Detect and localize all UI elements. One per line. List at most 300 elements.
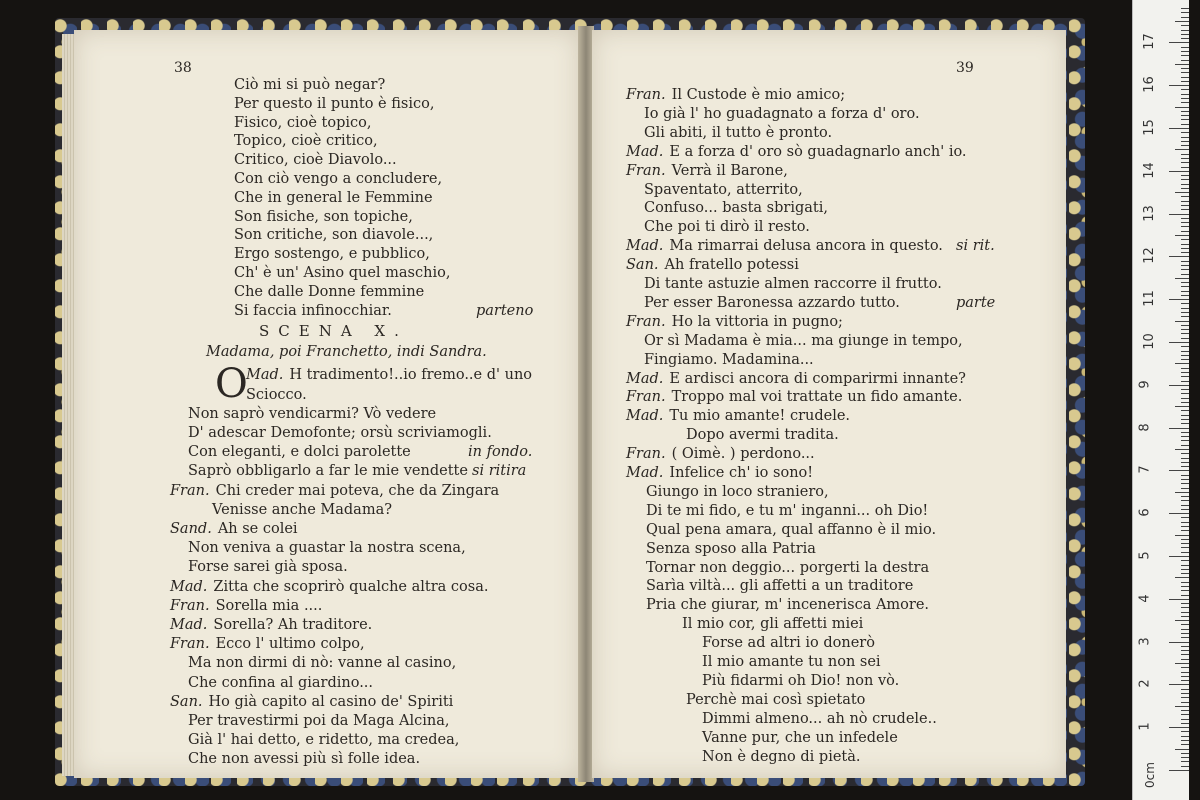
ruler-minor-tick bbox=[1181, 274, 1189, 275]
ruler-number: 17 bbox=[1141, 33, 1157, 51]
ruler-minor-tick bbox=[1181, 603, 1189, 604]
ruler-minor-tick bbox=[1181, 141, 1189, 142]
verse-text: Più fidarmi oh Dio! non vò. bbox=[702, 672, 900, 689]
verse-text: Sorella mia .... bbox=[215, 597, 323, 614]
ruler-minor-tick bbox=[1175, 149, 1189, 150]
verse-line bbox=[626, 237, 943, 255]
ruler-minor-tick bbox=[1181, 269, 1189, 270]
verse-line bbox=[646, 483, 829, 501]
verse-line bbox=[188, 443, 411, 461]
verse-line bbox=[234, 76, 385, 94]
verse-text: Ciò mi si può negar? bbox=[234, 77, 386, 93]
verse-text: Per esser Baronessa azzardo tutto. bbox=[644, 294, 900, 311]
verse-text: Zitta che scoprirò qualche altra cosa. bbox=[213, 578, 489, 595]
ruler-minor-tick bbox=[1181, 693, 1189, 694]
ruler-minor-tick bbox=[1175, 535, 1189, 536]
ruler-minor-tick bbox=[1181, 526, 1189, 527]
ruler-minor-tick bbox=[1181, 145, 1189, 146]
verse-text: H tradimento!..io fremo..e d' uno bbox=[289, 367, 533, 384]
ruler-minor-tick bbox=[1181, 389, 1189, 390]
ruler-number: 11 bbox=[1141, 290, 1157, 307]
verse-text: Dopo avermi tradita. bbox=[686, 427, 839, 444]
verse-line bbox=[646, 559, 929, 577]
ruler-tick bbox=[1169, 171, 1189, 172]
ruler-minor-tick bbox=[1175, 363, 1189, 364]
verse-line bbox=[170, 635, 365, 653]
ruler-minor-tick bbox=[1181, 573, 1189, 574]
ruler-minor-tick bbox=[1181, 124, 1189, 125]
verse-text: Ho la vittoria in pugno; bbox=[671, 313, 843, 330]
ruler-minor-tick bbox=[1181, 94, 1189, 95]
ruler-minor-tick bbox=[1181, 295, 1189, 296]
ruler-minor-tick bbox=[1181, 201, 1189, 202]
verse-text: Ah fratello potessi bbox=[664, 257, 799, 274]
ruler-minor-tick bbox=[1175, 107, 1189, 108]
verse-line bbox=[234, 189, 433, 207]
scene-title: SCENA X. bbox=[259, 322, 408, 341]
ruler-minor-tick bbox=[1181, 308, 1189, 309]
verse-line bbox=[644, 199, 828, 217]
ruler-minor-tick bbox=[1181, 303, 1189, 304]
verse-line bbox=[170, 597, 322, 615]
verse-line bbox=[188, 405, 436, 423]
ruler-number: 13 bbox=[1141, 204, 1157, 222]
verse-text: Fisico, cioè topico, bbox=[234, 114, 372, 131]
verse-line bbox=[644, 351, 814, 369]
ruler-minor-tick bbox=[1175, 235, 1189, 236]
ruler-minor-tick bbox=[1181, 453, 1189, 454]
verse-text: Gli abiti, il tutto è pronto. bbox=[644, 124, 833, 141]
verse-line bbox=[646, 540, 816, 558]
ruler-minor-tick bbox=[1181, 329, 1189, 330]
verse-text: Senza sposo alla Patria bbox=[646, 540, 816, 557]
stage-direction: in fondo. bbox=[468, 444, 533, 461]
ruler-minor-tick bbox=[1181, 659, 1189, 660]
verse-text: Che dalle Donne femmine bbox=[234, 283, 425, 300]
ruler-tick bbox=[1169, 684, 1189, 685]
ruler-tick bbox=[1169, 513, 1189, 514]
ruler-minor-tick bbox=[1181, 205, 1189, 206]
verse-line bbox=[626, 143, 967, 161]
ruler-minor-tick bbox=[1181, 188, 1189, 189]
verse-line bbox=[626, 370, 966, 388]
speaker-name: Fran. bbox=[626, 87, 666, 103]
verse-text: ( Oimè. ) perdono... bbox=[671, 446, 815, 463]
ruler-minor-tick bbox=[1181, 239, 1189, 240]
verse-text: E a forza d' oro sò guadagnarlo anch' io. bbox=[669, 143, 967, 160]
verse-text: Di te mi fido, e tu m' inganni... oh Dio! bbox=[646, 502, 929, 519]
verse-text: Ma rimarrai delusa ancora in questo. bbox=[669, 238, 943, 255]
verse-text: Tu mio amante! crudele. bbox=[669, 408, 851, 425]
verse-text: Con eleganti, e dolci parolette bbox=[188, 444, 411, 461]
verse-text: Or sì Madama è mia... ma giunge in tempo, bbox=[644, 332, 963, 349]
ruler-minor-tick bbox=[1181, 137, 1189, 138]
verse-text: Ho già capito al casino de' Spiriti bbox=[208, 693, 454, 710]
verse-line bbox=[646, 577, 913, 595]
verse-text: Ecco l' ultimo colpo, bbox=[215, 636, 365, 653]
stage-direction: si ritira bbox=[472, 463, 527, 480]
verse-line bbox=[234, 95, 434, 113]
ruler-tick bbox=[1169, 385, 1189, 386]
ruler-minor-tick bbox=[1181, 445, 1189, 446]
ruler-minor-tick bbox=[1181, 466, 1189, 467]
verse-line bbox=[234, 132, 378, 150]
verse-text: Venisse anche Madama? bbox=[212, 501, 392, 518]
ruler-tick bbox=[1169, 42, 1189, 43]
ruler-minor-tick bbox=[1181, 333, 1189, 334]
ruler-minor-tick bbox=[1181, 719, 1189, 720]
speaker-name: Mad. bbox=[626, 408, 664, 425]
verse-text: Critico, cioè Diavolo... bbox=[234, 152, 397, 169]
ruler-tick bbox=[1169, 342, 1189, 343]
ruler-minor-tick bbox=[1175, 21, 1189, 22]
verse-line bbox=[702, 748, 861, 766]
verse-text: Qual pena amara, qual affanno è il mio. bbox=[646, 521, 937, 538]
ruler-minor-tick bbox=[1181, 8, 1189, 9]
verse-line bbox=[234, 283, 424, 301]
verse-line bbox=[702, 710, 937, 728]
ruler-minor-tick bbox=[1181, 757, 1189, 758]
ruler-minor-tick bbox=[1181, 612, 1189, 613]
ruler-minor-tick bbox=[1181, 115, 1189, 116]
ruler-minor-tick bbox=[1175, 620, 1189, 621]
ruler-minor-tick bbox=[1181, 744, 1189, 745]
verse-text: Il Custode è mio amico; bbox=[671, 87, 846, 103]
verse-text: Verrà il Barone, bbox=[671, 162, 788, 179]
ruler-number: 5 bbox=[1137, 551, 1153, 560]
stage-direction: parte bbox=[956, 294, 996, 311]
ruler-minor-tick bbox=[1181, 569, 1189, 570]
ruler-minor-tick bbox=[1181, 689, 1189, 690]
verse-line bbox=[644, 124, 832, 142]
ruler-minor-tick bbox=[1175, 278, 1189, 279]
left-page bbox=[74, 30, 580, 778]
ruler-minor-tick bbox=[1181, 102, 1189, 103]
ruler-minor-tick bbox=[1181, 89, 1189, 90]
ruler-number: 15 bbox=[1141, 119, 1157, 136]
verse-text: Che poi ti dirò il resto. bbox=[644, 219, 810, 236]
speaker-name: Fran. bbox=[626, 162, 666, 179]
ruler-minor-tick bbox=[1181, 60, 1189, 61]
ruler-minor-tick bbox=[1181, 710, 1189, 711]
ruler-minor-tick bbox=[1181, 12, 1189, 13]
ruler-minor-tick bbox=[1181, 209, 1189, 210]
verse-line bbox=[702, 634, 875, 652]
ruler-minor-tick bbox=[1181, 291, 1189, 292]
ruler-minor-tick bbox=[1181, 55, 1189, 56]
verse-text: E ardisci ancora di comparirmi innante? bbox=[669, 370, 966, 387]
verse-line bbox=[234, 245, 430, 263]
ruler-minor-tick bbox=[1181, 154, 1189, 155]
ruler-minor-tick bbox=[1181, 560, 1189, 561]
ruler-minor-tick bbox=[1181, 312, 1189, 313]
ruler-minor-tick bbox=[1181, 111, 1189, 112]
ruler-minor-tick bbox=[1181, 637, 1189, 638]
ruler-number: 10 bbox=[1141, 333, 1157, 350]
verse-line bbox=[234, 264, 450, 282]
verse-text: Pria che giurar, m' incenerisca Amore. bbox=[646, 597, 930, 614]
ruler-minor-tick bbox=[1181, 265, 1189, 266]
ruler-minor-tick bbox=[1181, 680, 1189, 681]
ruler-minor-tick bbox=[1181, 723, 1189, 724]
ruler-minor-tick bbox=[1181, 565, 1189, 566]
ruler-minor-tick bbox=[1181, 654, 1189, 655]
ruler-minor-tick bbox=[1181, 68, 1189, 69]
ruler-tick bbox=[1169, 299, 1189, 300]
ruler-minor-tick bbox=[1181, 282, 1189, 283]
ruler-minor-tick bbox=[1181, 761, 1189, 762]
ruler-minor-tick bbox=[1181, 338, 1189, 339]
ruler-minor-tick bbox=[1181, 646, 1189, 647]
ruler-minor-tick bbox=[1181, 766, 1189, 767]
ruler-minor-tick bbox=[1181, 398, 1189, 399]
ruler-minor-tick bbox=[1181, 500, 1189, 501]
speaker-name: San. bbox=[170, 693, 203, 710]
ruler-minor-tick bbox=[1181, 162, 1189, 163]
ruler-minor-tick bbox=[1181, 351, 1189, 352]
verse-text: D' adescar Demofonte; orsù scriviamogli. bbox=[188, 425, 492, 441]
verse-line bbox=[626, 464, 813, 482]
ruler-minor-tick bbox=[1181, 543, 1189, 544]
ruler-minor-tick bbox=[1181, 432, 1189, 433]
verse-line bbox=[702, 653, 881, 671]
ruler-minor-tick bbox=[1181, 372, 1189, 373]
ruler-minor-tick bbox=[1181, 98, 1189, 99]
verse-text: Dimmi almeno... ah nò crudele.. bbox=[702, 710, 937, 727]
verse-line bbox=[682, 615, 863, 633]
ruler-minor-tick bbox=[1181, 607, 1189, 608]
ruler-minor-tick bbox=[1181, 479, 1189, 480]
verse-line bbox=[646, 502, 928, 520]
ruler-minor-tick bbox=[1181, 496, 1189, 497]
verse-line bbox=[188, 424, 492, 442]
ruler-minor-tick bbox=[1181, 25, 1189, 26]
ruler-minor-tick bbox=[1181, 359, 1189, 360]
verse-text: Per travestirmi poi da Maga Alcina, bbox=[188, 713, 450, 729]
ruler-minor-tick bbox=[1181, 226, 1189, 227]
verse-text: Già l' hai detto, e ridetto, ma credea, bbox=[188, 732, 460, 749]
speaker-name: Mad. bbox=[626, 143, 664, 160]
verse-text: Ah se colei bbox=[217, 521, 298, 537]
ruler-tick bbox=[1169, 85, 1189, 86]
ruler-tick bbox=[1169, 727, 1189, 728]
ruler-tick bbox=[1169, 642, 1189, 643]
ruler-minor-tick bbox=[1181, 714, 1189, 715]
ruler-minor-tick bbox=[1181, 196, 1189, 197]
verse-text: Per questo il punto è fisico, bbox=[234, 95, 435, 112]
verse-text: Con ciò vengo a concludere, bbox=[234, 171, 443, 187]
ruler-minor-tick bbox=[1175, 492, 1189, 493]
speaker-name: Fran. bbox=[170, 597, 210, 614]
ruler-unit-label: 0cm bbox=[1142, 762, 1157, 788]
verse-text: Topico, cioè critico, bbox=[234, 133, 378, 150]
ruler-minor-tick bbox=[1181, 672, 1189, 673]
speaker-name: Mad. bbox=[626, 465, 664, 481]
ruler-number: 6 bbox=[1137, 508, 1153, 517]
ruler-minor-tick bbox=[1181, 509, 1189, 510]
verse-line bbox=[188, 674, 373, 692]
verse-text: Troppo mal voi trattate un fido amante. bbox=[671, 389, 963, 406]
stage-direction: parteno bbox=[476, 302, 534, 319]
measuring-ruler bbox=[1132, 0, 1189, 800]
verse-line bbox=[646, 596, 929, 614]
verse-line bbox=[170, 520, 298, 538]
ruler-minor-tick bbox=[1181, 488, 1189, 489]
ruler-minor-tick bbox=[1181, 462, 1189, 463]
ruler-minor-tick bbox=[1181, 586, 1189, 587]
ruler-minor-tick bbox=[1181, 415, 1189, 416]
verse-line bbox=[234, 170, 442, 188]
verse-line bbox=[644, 218, 810, 236]
ruler-minor-tick bbox=[1181, 731, 1189, 732]
ruler-tick bbox=[1169, 214, 1189, 215]
ruler-tick bbox=[1169, 428, 1189, 429]
ruler-tick bbox=[1169, 470, 1189, 471]
verse-line bbox=[212, 501, 392, 519]
verse-line bbox=[644, 332, 963, 350]
ruler-minor-tick bbox=[1181, 355, 1189, 356]
verse-text: Ergo sostengo, e pubblico, bbox=[234, 246, 430, 263]
ruler-minor-tick bbox=[1181, 702, 1189, 703]
ruler-minor-tick bbox=[1181, 316, 1189, 317]
ruler-minor-tick bbox=[1181, 697, 1189, 698]
ruler-tick bbox=[1169, 556, 1189, 557]
verse-line bbox=[234, 208, 413, 226]
verse-line bbox=[188, 539, 466, 557]
verse-line bbox=[626, 86, 845, 104]
verse-line bbox=[626, 313, 843, 331]
ruler-minor-tick bbox=[1181, 376, 1189, 377]
ruler-minor-tick bbox=[1181, 393, 1189, 394]
ruler-minor-tick bbox=[1181, 436, 1189, 437]
ruler-minor-tick bbox=[1181, 740, 1189, 741]
verse-line bbox=[234, 302, 392, 320]
ruler-minor-tick bbox=[1181, 736, 1189, 737]
verse-text: Tornar non deggio... porgerti la destra bbox=[646, 559, 930, 576]
ruler-minor-tick bbox=[1181, 419, 1189, 420]
verse-text: Non è degno di pietà. bbox=[702, 748, 861, 765]
ruler-tick bbox=[1169, 599, 1189, 600]
verse-text: Saprò obbligarlo a far le mie vendette bbox=[188, 463, 468, 480]
ruler-minor-tick bbox=[1181, 368, 1189, 369]
ruler-minor-tick bbox=[1175, 406, 1189, 407]
verse-line bbox=[234, 226, 433, 244]
ruler-minor-tick bbox=[1181, 547, 1189, 548]
verse-text: Forse sarei già sposa. bbox=[188, 559, 348, 576]
ruler-minor-tick bbox=[1181, 47, 1189, 48]
verse-line bbox=[626, 256, 799, 274]
ruler-minor-tick bbox=[1181, 458, 1189, 459]
ruler-minor-tick bbox=[1181, 522, 1189, 523]
verse-text: Ma non dirmi di nò: vanne al casino, bbox=[188, 655, 457, 672]
ruler-minor-tick bbox=[1181, 676, 1189, 677]
ruler-minor-tick bbox=[1181, 244, 1189, 245]
verse-line bbox=[702, 672, 899, 690]
ruler-minor-tick bbox=[1181, 475, 1189, 476]
verse-text: Di tante astuzie almen raccorre il frutto. bbox=[644, 276, 942, 292]
ruler-minor-tick bbox=[1181, 119, 1189, 120]
verse-line bbox=[686, 691, 865, 709]
right-page bbox=[592, 30, 1066, 778]
ruler-minor-tick bbox=[1181, 423, 1189, 424]
verse-text: Infelice ch' io sono! bbox=[669, 465, 814, 481]
ruler-number: 3 bbox=[1137, 636, 1153, 646]
ruler-minor-tick bbox=[1181, 650, 1189, 651]
ruler-minor-tick bbox=[1181, 624, 1189, 625]
verse-line bbox=[188, 558, 348, 576]
ruler-number: 8 bbox=[1137, 422, 1153, 432]
ruler-minor-tick bbox=[1181, 582, 1189, 583]
verse-text: Forse ad altri io donerò bbox=[702, 635, 875, 652]
speaker-name: Fran. bbox=[626, 313, 666, 330]
ruler-minor-tick bbox=[1175, 321, 1189, 322]
ruler-minor-tick bbox=[1181, 179, 1189, 180]
verse-line bbox=[234, 114, 371, 132]
page-number: 38 bbox=[174, 60, 192, 76]
verse-line bbox=[188, 654, 456, 672]
verse-text: Ch' è un' Asino quel maschio, bbox=[234, 265, 451, 281]
ruler-minor-tick bbox=[1181, 222, 1189, 223]
speaker-name: Mad. bbox=[246, 367, 284, 384]
verse-text: Vanne pur, che un infedele bbox=[702, 729, 898, 746]
ruler-minor-tick bbox=[1181, 248, 1189, 249]
speaker-name: San. bbox=[626, 257, 659, 274]
ruler-number: 16 bbox=[1141, 76, 1157, 93]
verse-line bbox=[188, 750, 420, 768]
ruler-number: 7 bbox=[1137, 465, 1153, 475]
ruler-minor-tick bbox=[1181, 184, 1189, 185]
ruler-minor-tick bbox=[1175, 192, 1189, 193]
verse-line bbox=[626, 445, 815, 463]
speaker-name: Mad. bbox=[626, 238, 664, 255]
verse-text: Sarìa viltà... gli affetti a un traditore bbox=[646, 578, 914, 595]
ruler-minor-tick bbox=[1181, 539, 1189, 540]
speaker-name: Fran. bbox=[170, 482, 210, 499]
drop-cap: O bbox=[215, 361, 248, 408]
ruler-minor-tick bbox=[1175, 577, 1189, 578]
ruler-minor-tick bbox=[1181, 402, 1189, 403]
ruler-number: 9 bbox=[1137, 380, 1153, 389]
ruler-minor-tick bbox=[1181, 167, 1189, 168]
speaker-name: Mad. bbox=[626, 370, 664, 387]
speaker-name: Fran. bbox=[170, 636, 210, 653]
verse-line bbox=[644, 275, 942, 293]
ruler-tick bbox=[1169, 256, 1189, 257]
ruler-minor-tick bbox=[1181, 158, 1189, 159]
ruler-minor-tick bbox=[1181, 51, 1189, 52]
verse-text: Spaventato, atterrito, bbox=[644, 181, 803, 198]
verse-text: Che non avessi più sì folle idea. bbox=[188, 751, 421, 768]
ruler-minor-tick bbox=[1175, 749, 1189, 750]
verse-text: Non saprò vendicarmi? Vò vedere bbox=[188, 405, 437, 422]
verse-line bbox=[170, 482, 499, 500]
ruler-minor-tick bbox=[1181, 595, 1189, 596]
ruler-minor-tick bbox=[1181, 381, 1189, 382]
ruler-minor-tick bbox=[1181, 77, 1189, 78]
ruler-minor-tick bbox=[1181, 72, 1189, 73]
ruler-minor-tick bbox=[1181, 38, 1189, 39]
verse-line bbox=[188, 731, 459, 749]
verse-line bbox=[188, 462, 468, 480]
ruler-minor-tick bbox=[1181, 286, 1189, 287]
verse-line bbox=[626, 162, 788, 180]
ruler-minor-tick bbox=[1181, 505, 1189, 506]
ruler-minor-tick bbox=[1181, 325, 1189, 326]
ruler-number: 14 bbox=[1141, 162, 1157, 179]
ruler-minor-tick bbox=[1181, 261, 1189, 262]
ruler-minor-tick bbox=[1181, 530, 1189, 531]
verse-text: Confuso... basta sbrigati, bbox=[644, 200, 828, 217]
